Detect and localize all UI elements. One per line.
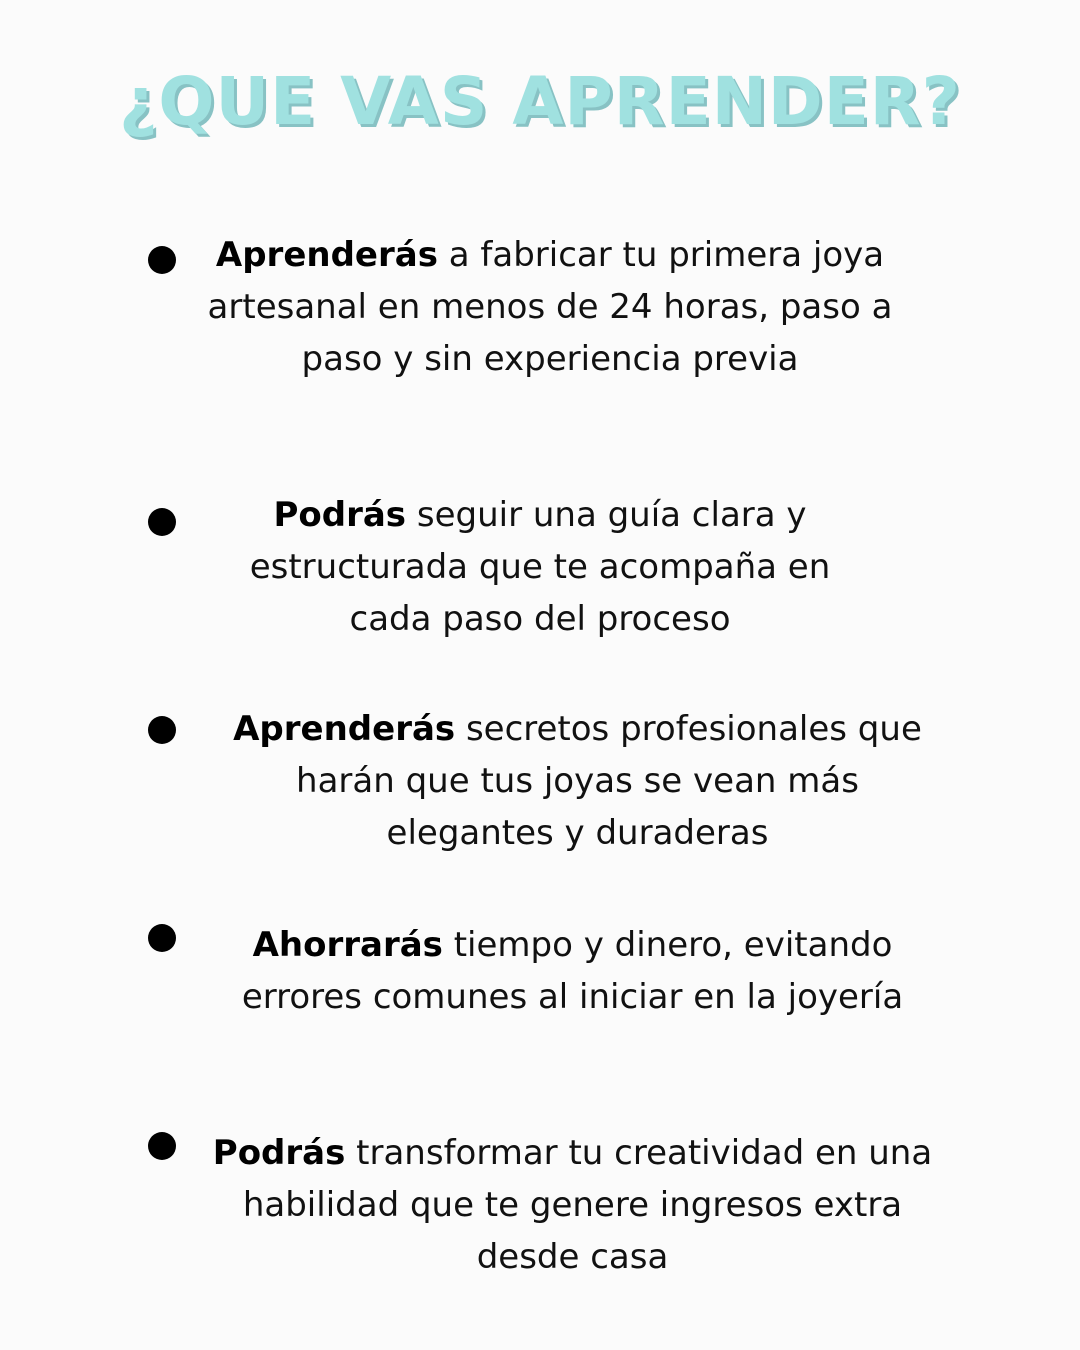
item-bold-lead: Ahorrarás [252, 925, 443, 965]
item-bold-lead: Aprenderás [233, 709, 456, 749]
item-bold-lead: Podrás [273, 495, 407, 535]
item-body: transformar tu creatividad en una habilidad que te genere ingresos extra desde casa [242, 1133, 933, 1277]
page-title: ¿QUE VAS APRENDER? [119, 63, 961, 140]
list-item [205, 1127, 940, 1283]
bullet-dot [148, 1132, 176, 1160]
bullet-dot [148, 246, 176, 274]
bullet-dot [148, 508, 176, 536]
bullet-dot [148, 716, 176, 744]
item-body: secretos profesionales que harán que tus joyas se vean más elegantes y duraderas [296, 709, 922, 853]
bullet-dot [148, 924, 176, 952]
item-bold-lead: Aprenderás [215, 235, 438, 275]
list-item [200, 229, 900, 385]
item-body: a fabricar tu primera joya artesanal en menos de 24 horas, paso a paso y sin experiencia previa [207, 235, 893, 379]
list-item [210, 489, 870, 645]
list-item [225, 703, 930, 859]
list-item [215, 919, 930, 1023]
item-bold-lead: Podrás [212, 1133, 346, 1173]
item-body: seguir una guía clara y estructurada que te acompaña en cada paso del proceso [249, 495, 831, 639]
item-body: tiempo y dinero, evitando errores comunes al iniciar en la joyería [241, 925, 904, 1017]
